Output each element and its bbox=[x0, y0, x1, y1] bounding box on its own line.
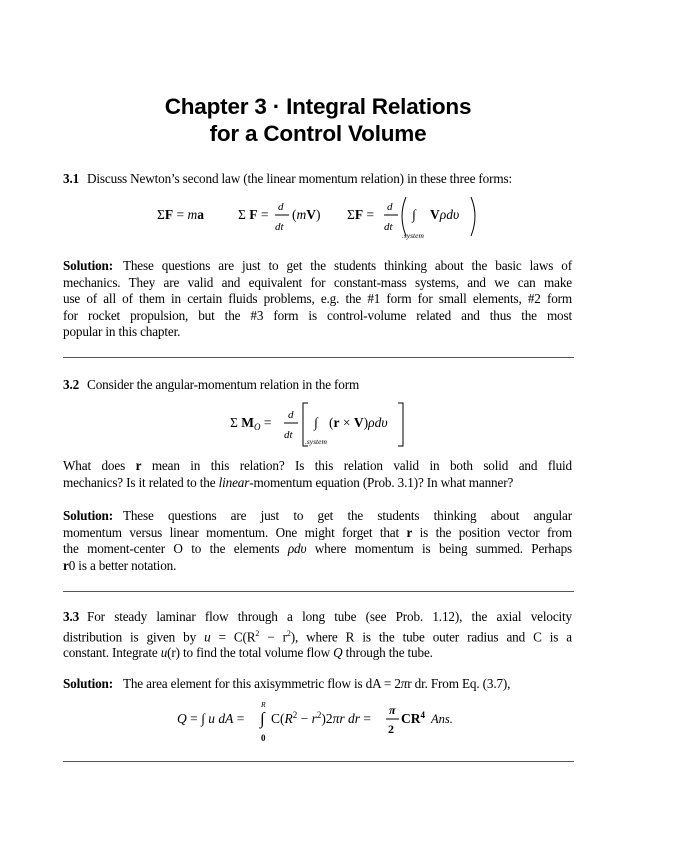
solution-label: Solution: bbox=[63, 258, 113, 273]
svg-text:ΣF =: ΣF = bbox=[347, 207, 375, 222]
svg-text:Vρdυ: Vρdυ bbox=[430, 207, 460, 222]
equation-form-2 bbox=[238, 201, 321, 233]
svg-text:Q = ∫ u dA =: Q = ∫ u dA = bbox=[177, 711, 245, 726]
question-line-1: What does r mean in this relation? Is this relation valid in both solid and fluid bbox=[63, 458, 572, 473]
chapter-title: Chapter 3 · Integral Relations bbox=[164, 94, 472, 119]
svg-text:dt: dt bbox=[384, 221, 393, 233]
solution-line: These questions are just to get the students thinking about the basic laws of bbox=[122, 258, 572, 273]
statement-line: distribution is given by $u = C(R^2 - r^2)$, where R is the tube outer radius and C is a bbox=[63, 628, 572, 644]
answer-tag: Ans. bbox=[431, 712, 453, 726]
solution-label: Solution: bbox=[63, 676, 113, 691]
problem-3-2-solution bbox=[63, 508, 572, 574]
problem-number: 3.2 bbox=[63, 377, 80, 392]
problem-3-1-solution bbox=[63, 258, 572, 341]
svg-text:2: 2 bbox=[388, 722, 394, 736]
svg-text:(mV): (mV) bbox=[292, 207, 321, 222]
solution-line: momentum versus linear momentum. One might forget that r is the position vector from bbox=[63, 524, 572, 540]
svg-text:∫: ∫ bbox=[314, 415, 318, 430]
solution-line: r0 is a better notation. bbox=[63, 557, 177, 573]
solution-label: Solution: bbox=[63, 508, 113, 523]
svg-text:dt: dt bbox=[284, 429, 293, 441]
svg-text:d: d bbox=[387, 201, 393, 213]
equation-subscript: .system bbox=[402, 231, 424, 240]
problem-text: Consider the angular-momentum relation in the form bbox=[87, 377, 360, 392]
svg-text:CR4: $CR^4$ bbox=[401, 710, 425, 726]
svg-text:C(R2 − r2)2πr dr =: $C(R^2 - r^2)2\pi r$ dr = bbox=[271, 710, 372, 726]
statement-line: constant. Integrate u(r) to find the total volume flow Q through the tube. bbox=[63, 645, 433, 661]
svg-text:Σ F =: Σ F = bbox=[238, 207, 269, 222]
problem-3-3-equation bbox=[175, 697, 475, 745]
problem-3-3-solution bbox=[63, 676, 572, 693]
svg-text:∫: ∫ bbox=[412, 207, 416, 222]
svg-text:dt: dt bbox=[275, 221, 284, 233]
solution-line: popular in this chapter. bbox=[63, 324, 181, 339]
problem-number: 3.3 bbox=[63, 609, 80, 624]
equation-form-1: ΣF = ma bbox=[157, 207, 204, 222]
chapter-subtitle: for a Control Volume bbox=[209, 121, 427, 146]
problem-3-2-equation bbox=[228, 400, 418, 452]
svg-text:Σ MO =: Σ $M_O$ = bbox=[230, 415, 272, 432]
svg-text:d: d bbox=[288, 409, 294, 421]
question-line-2: mechanics? Is it related to the linear-momentum equation (Prob. 3.1)? In what manner? bbox=[63, 474, 514, 490]
solution-text: The area element for this axisymmetric flow is dA = 2πr dr. From Eq. (3.7), bbox=[122, 676, 511, 691]
problem-3-2-question bbox=[63, 458, 572, 491]
svg-text:(r × V)ρdυ: (r × V)ρdυ bbox=[329, 415, 388, 430]
section-divider bbox=[63, 357, 574, 358]
statement-line: For steady laminar flow through a long tube (see Prob. 1.12), the axial velocity bbox=[87, 609, 572, 624]
equation-form-3 bbox=[347, 197, 475, 240]
solution-line: the moment-center O to the elements ρdυ where momentum is being summed. Perhaps bbox=[63, 541, 573, 556]
problem-number: 3.1 bbox=[63, 171, 80, 186]
svg-text:0: 0 bbox=[261, 733, 266, 743]
solution-line: use of all of them in certain fluids problems, e.g. the #1 form for small elements, #2 form bbox=[63, 291, 572, 306]
equation-subscript: .system bbox=[305, 437, 327, 446]
svg-text:∫: ∫ bbox=[260, 709, 265, 728]
solution-line: for rocket propulsion, but the #3 form is control-volume related and thus the most bbox=[63, 307, 572, 323]
section-divider bbox=[63, 591, 574, 592]
section-divider bbox=[63, 761, 574, 762]
svg-text:d: d bbox=[278, 201, 284, 213]
problem-text: Discuss Newton’s second law (the linear momentum relation) in these three forms: bbox=[87, 171, 512, 186]
svg-text:π: π bbox=[389, 703, 396, 717]
problem-3-2-statement bbox=[63, 377, 572, 394]
solution-line: mechanics. They are valid and equivalent for constant-mass systems, and we can make bbox=[63, 274, 572, 290]
solution-line: These questions are just to get the students thinking about angular bbox=[122, 508, 572, 523]
problem-3-1-equations bbox=[150, 192, 490, 244]
svg-text:R: R bbox=[261, 700, 266, 709]
problem-3-1-statement bbox=[63, 171, 572, 188]
problem-3-3-statement bbox=[63, 609, 572, 662]
